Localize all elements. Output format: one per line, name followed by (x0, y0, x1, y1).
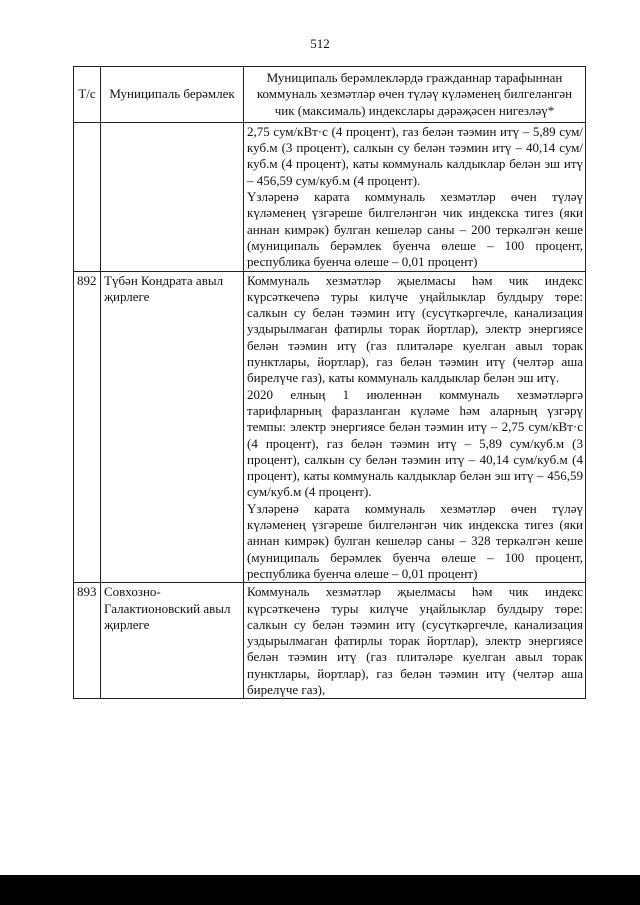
table-row (74, 583, 586, 699)
row-paragraph: 2,75 сум/кВт·с (4 процент), газ белән тәэмин итү – 5,89 сум/куб.м (3 процент), салкын су белән тәэмин итү – 40,14 сум/куб.м (4 процент), каты коммуналь калдыклар белән эш итү – 456,59 сум/куб.м (4 процент). (247, 123, 583, 188)
header-municipality: Муниципаль берәмлек (101, 67, 244, 123)
page-number: 512 (310, 36, 330, 51)
row-paragraph: Коммуналь хезмәтләр җыелмасы һәм чик индекс күрсәткечenә туры килүче уңайлыклар булдыру төре: салкын су белән тәэмин итү (сусүткәргечле, канализация уздырылмаган фатирлы торак йортлар), электр энергиясе белән тәэмин итү (газ плитәләре куелган авыл торак пунктлары, йортлар), газ белән тәэмин итү (челтәр аша бирелүче газ), каты коммуналь калдыклар белән эш итү. (247, 272, 583, 386)
row-municipality: Совхозно-Галактионовский авыл җирлеге (101, 583, 244, 699)
header-index: Муниципаль берәмлекләрдә гражданнар тарафыннан коммуналь хезмәтләр өчен түләү күләменең билгеләнгән чик (максималь) индекслары дәрәҗәсен нигезләү* (244, 67, 586, 123)
table-row (74, 271, 586, 583)
table-row (74, 122, 586, 271)
header-number: Т/с (74, 67, 101, 123)
row-number: 892 (74, 271, 101, 583)
row-municipality: Түбән Кондрата авыл җирлеге (101, 271, 244, 583)
row-text (244, 122, 586, 271)
scan-bottom-edge (0, 875, 640, 905)
row-paragraph: Үзләренә карата коммуналь хезмәтләр өчен түләү күләменең үзгәреше билгеләнгән чик индекска тигез (яки аннан кимрәк) булган кешеләр саны – 200 теркәлгән кеше (муниципаль берәмлек буенча өлеше – 100 процент, республика буенча өлеше – 0,01 процент) (247, 189, 583, 270)
row-number (74, 122, 101, 271)
row-number: 893 (74, 583, 101, 699)
row-paragraph: 2020 елның 1 июленнән коммуналь хезмәтләргә тарифларның фаразланган күләме һәм аларның үзгәрү темпы: электр энергиясе белән тәэмин итү – 2,75 сум/кВт·с (4 процент), газ белән тәэмин итү – 5,89 сум/куб.м (3 процент), салкын су белән тәэмин итү – 40,14 сум/куб.м (4 процент), каты коммуналь калдыклар белән эш итү – 456,59 сум/куб.м (4 процент). (247, 386, 583, 500)
table-header-row (74, 67, 586, 123)
row-paragraph: Коммуналь хезмәтләр җыелмасы һәм чик индекс күрсәткеченә туры килүче уңайлыклар булдыру төре: салкын су белән тәэмин итү (сусүткәргечле, канализация уздырылмаган фатирлы торак йортлар), электр энергиясе белән тәэмин итү (газ плитәләре куелган авыл торак пунктлары, йортлар), газ белән тәэмин итү (челтәр аша бирелүче газ), (247, 584, 583, 697)
row-text (244, 271, 586, 583)
tariff-table (73, 66, 586, 699)
row-municipality (101, 122, 244, 271)
row-paragraph: Үзләренә карата коммуналь хезмәтләр өчен түләү күләменең үзгәреше билгеләнгән чик индекска тигез (яки аннан кимрәк) булган кешеләр саны – 328 теркәлгән кеше (муниципаль берәмлек буенча өлеше – 100 процент, республика буенча өлеше – 0,01 процент) (247, 500, 583, 581)
row-text (244, 583, 586, 699)
